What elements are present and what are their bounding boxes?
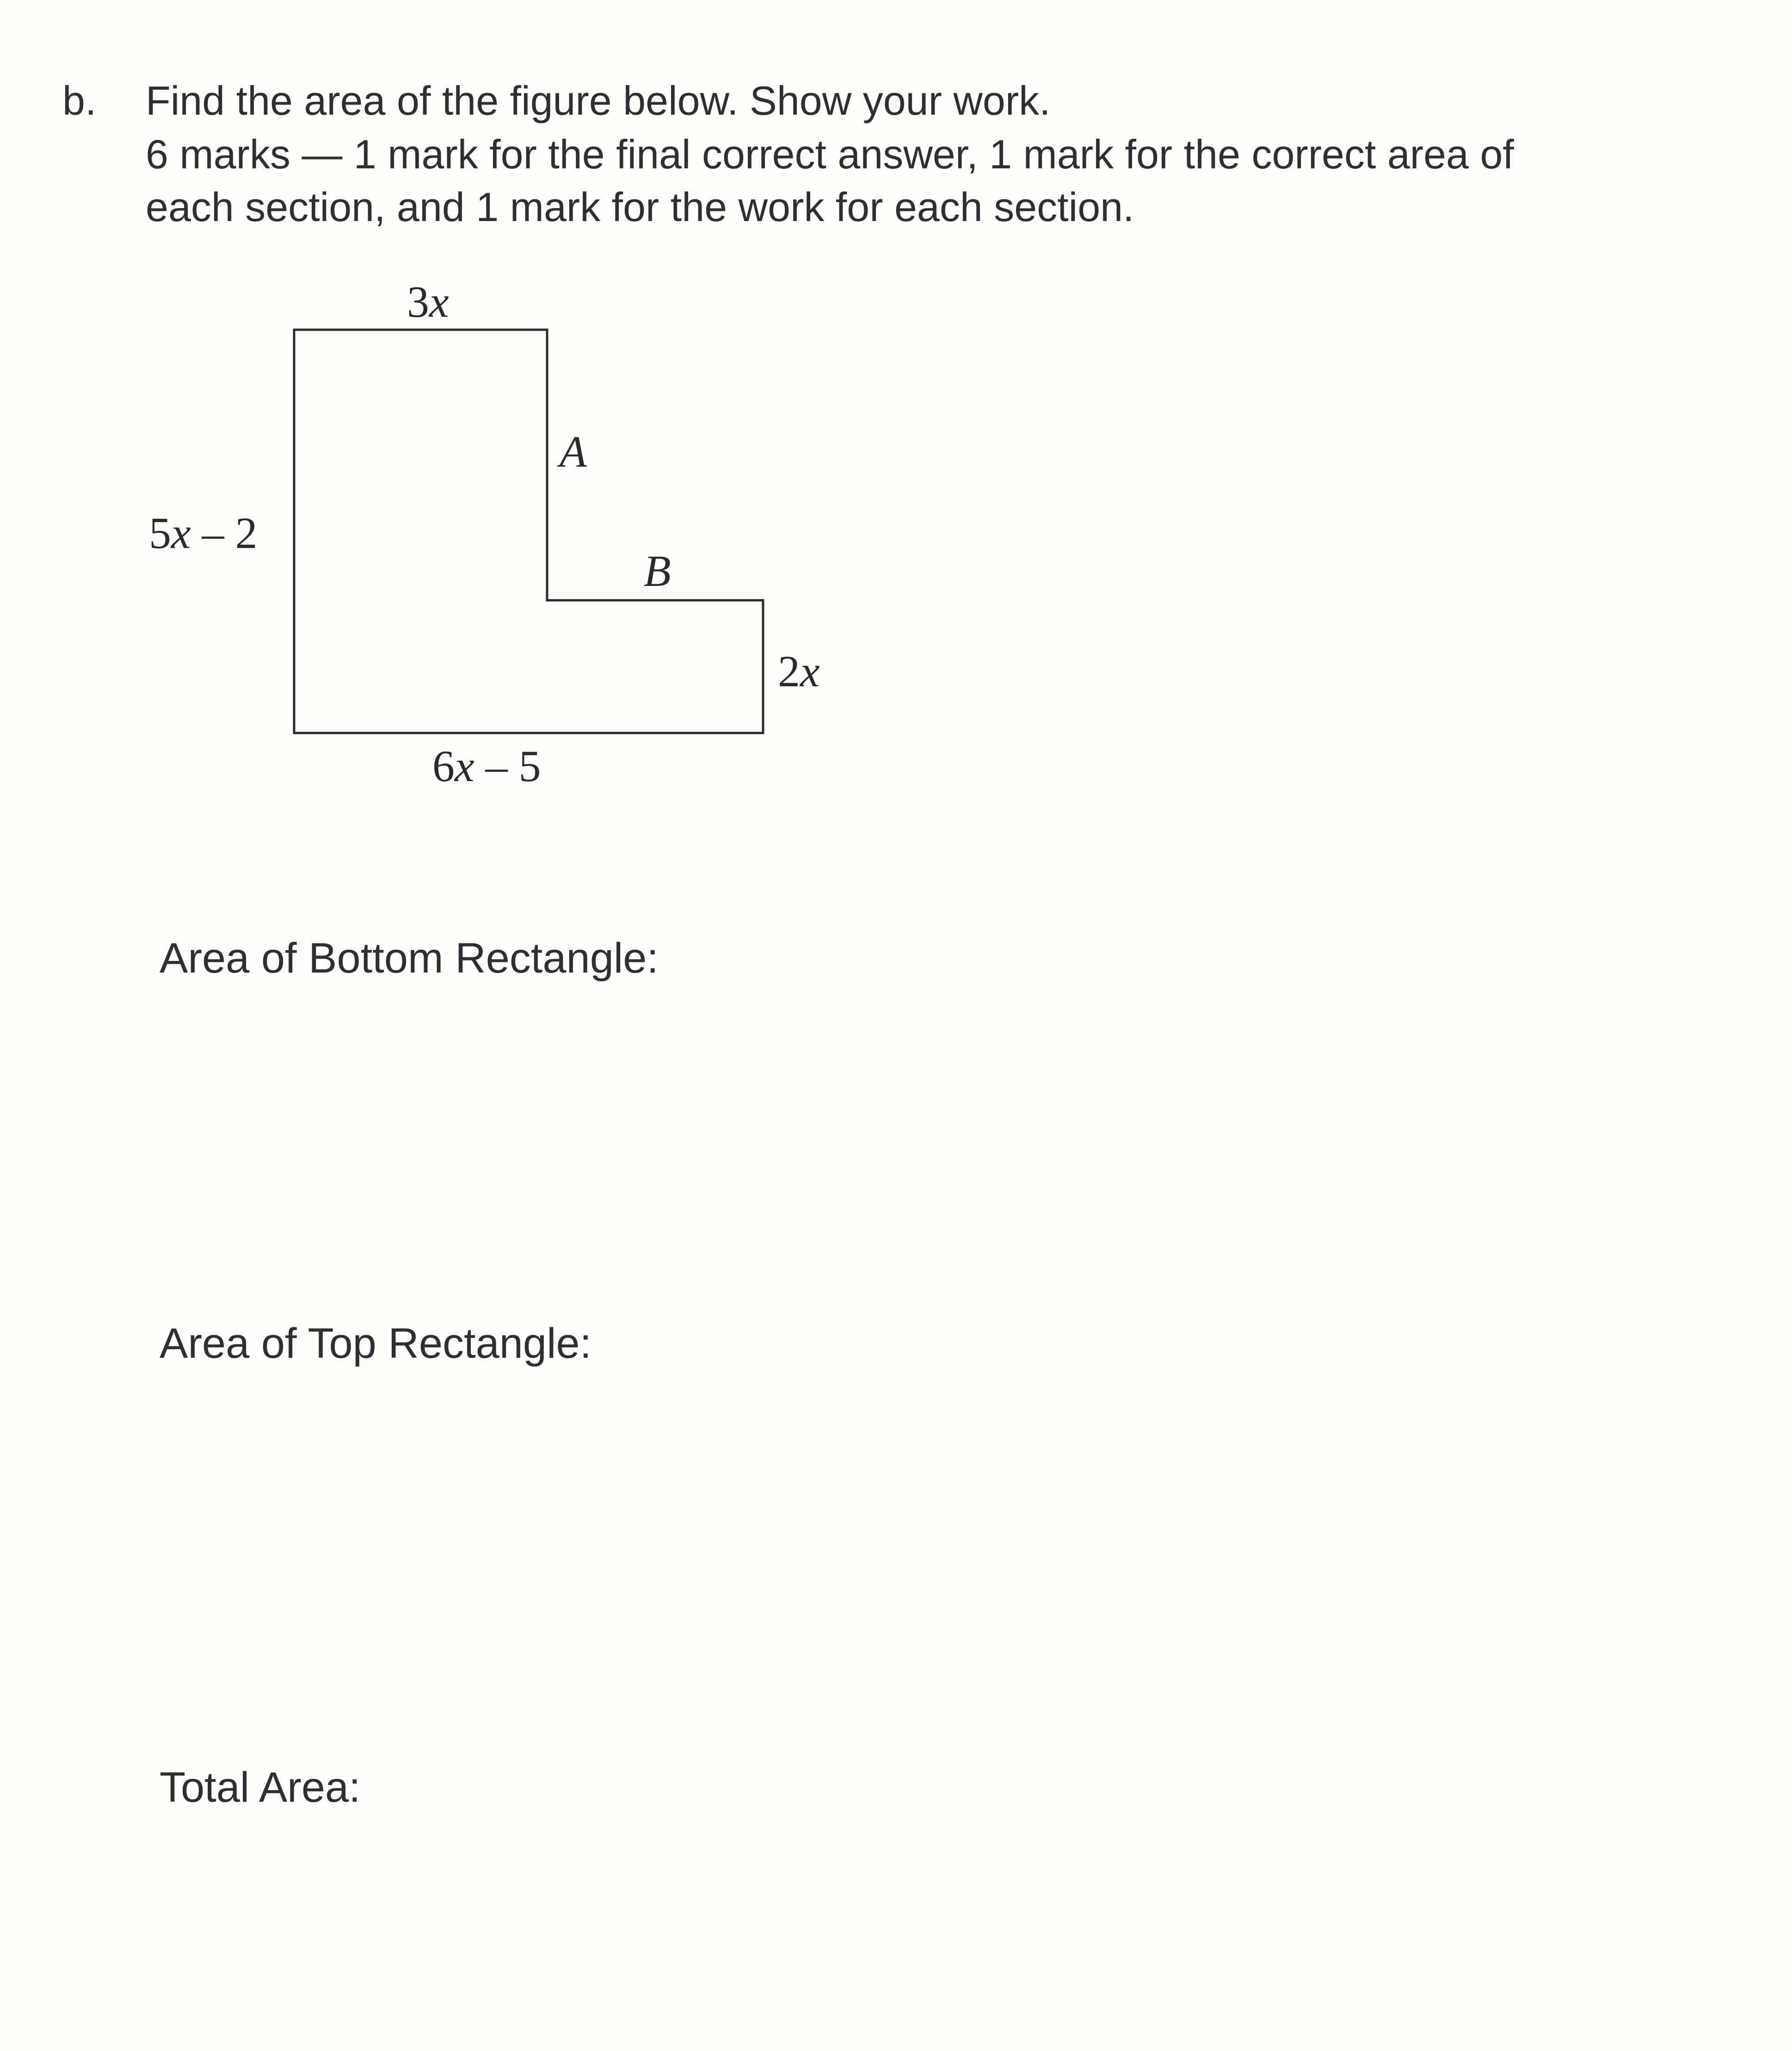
l-shape-outline (294, 330, 763, 733)
question-marking-line-2: each section, and 1 mark for the work for each section. (146, 184, 1134, 230)
question-prompt: Find the area of the figure below. Show your work. (146, 78, 1051, 123)
dimension-bottom-width: 6x – 5 (432, 741, 541, 791)
bottom-rectangle-area-label: Area of Bottom Rectangle: (160, 935, 659, 982)
dimension-top-width: 3x (407, 277, 449, 326)
dimension-left-height: 5x – 2 (149, 508, 258, 558)
total-area-label: Total Area: (160, 1764, 361, 1811)
question-marking-line-1: 6 marks — 1 mark for the final correct answer, 1 mark for the correct area of (146, 131, 1514, 177)
region-label-a: A (560, 427, 587, 476)
dimension-right-height: 2x (778, 647, 820, 696)
region-label-b: B (644, 546, 671, 596)
top-rectangle-area-label: Area of Top Rectangle: (160, 1320, 592, 1367)
question-item-letter: b. (62, 78, 97, 123)
